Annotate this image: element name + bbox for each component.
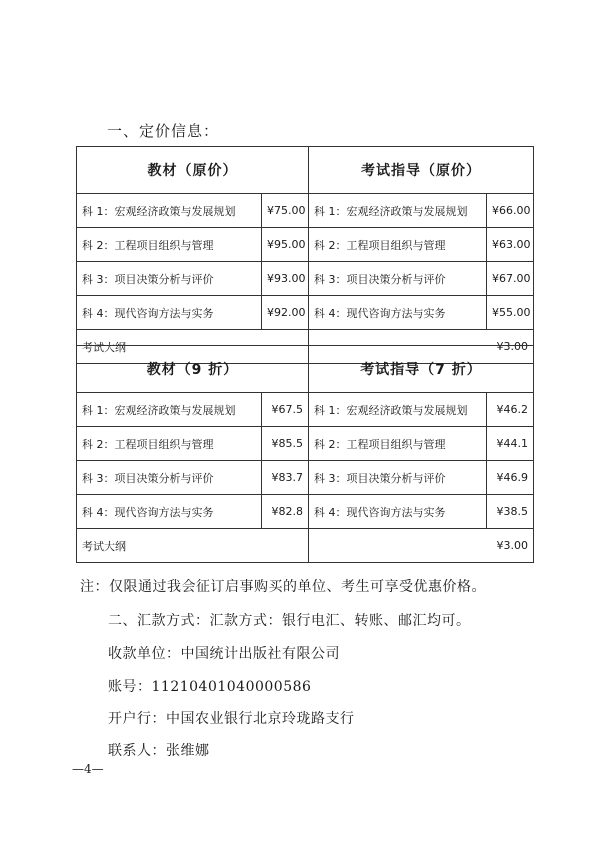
guide-name: 科 3：项目决策分析与评价 — [309, 262, 487, 296]
textbook-discount-header: 教材（9 折） — [77, 346, 309, 393]
guide-name: 科 4：现代咨询方法与实务 — [309, 495, 487, 529]
textbook-name: 科 1：宏观经济政策与发展规划 — [77, 393, 262, 427]
table-row — [77, 228, 534, 262]
outline-price: ¥3.00 — [309, 529, 534, 563]
textbook-name: 科 4：现代咨询方法与实务 — [77, 495, 262, 529]
textbook-price: ¥92.00 — [262, 296, 309, 330]
guide-price: ¥67.00 — [487, 262, 534, 296]
textbook-price: ¥83.7 — [262, 461, 309, 495]
guide-price: ¥46.9 — [487, 461, 534, 495]
guide-name: 科 2：工程项目组织与管理 — [309, 427, 487, 461]
guide-name: 科 3：项目决策分析与评价 — [309, 461, 487, 495]
textbook-original-header: 教材（原价） — [77, 147, 309, 194]
discount-price-table — [76, 345, 534, 563]
guide-name: 科 1：宏观经济政策与发展规划 — [309, 393, 487, 427]
textbook-name: 科 3：项目决策分析与评价 — [77, 262, 262, 296]
outline-label: 考试大纲 — [77, 330, 309, 364]
discount-note: 注：仅限通过我会征订启事购买的单位、考生可享受优惠价格。 — [80, 579, 486, 595]
textbook-price: ¥67.5 — [262, 393, 309, 427]
table-row — [77, 427, 534, 461]
page-number: —4— — [72, 762, 104, 776]
table-row — [77, 461, 534, 495]
remittance-method: 二、汇款方式：汇款方式：银行电汇、转账、邮汇均可。 — [108, 613, 471, 629]
textbook-name: 科 2：工程项目组织与管理 — [77, 427, 262, 461]
table-row — [77, 393, 534, 427]
outline-price: ¥3.00 — [309, 330, 534, 364]
bank-name: 开户行：中国农业银行北京玲珑路支行 — [108, 711, 355, 727]
table-row-outline — [77, 529, 534, 563]
table-row — [77, 296, 534, 330]
contact-person: 联系人：张维娜 — [108, 743, 210, 759]
textbook-name: 科 2：工程项目组织与管理 — [77, 228, 262, 262]
payee-name: 收款单位：中国统计出版社有限公司 — [108, 646, 340, 662]
guide-name: 科 1：宏观经济政策与发展规划 — [309, 194, 487, 228]
guide-price: ¥38.5 — [487, 495, 534, 529]
guide-price: ¥63.00 — [487, 228, 534, 262]
outline-label: 考试大纲 — [77, 529, 309, 563]
textbook-price: ¥82.8 — [262, 495, 309, 529]
table-row — [77, 194, 534, 228]
textbook-price: ¥85.5 — [262, 427, 309, 461]
account-number: 账号：11210401040000586 — [108, 679, 312, 695]
textbook-price: ¥75.00 — [262, 194, 309, 228]
guide-name: 科 2：工程项目组织与管理 — [309, 228, 487, 262]
guide-name: 科 4：现代咨询方法与实务 — [309, 296, 487, 330]
section-title-pricing: 一、定价信息： — [107, 122, 220, 140]
guide-discount-header: 考试指导（7 折） — [309, 346, 534, 393]
textbook-name: 科 4：现代咨询方法与实务 — [77, 296, 262, 330]
table-row — [77, 495, 534, 529]
textbook-price: ¥93.00 — [262, 262, 309, 296]
textbook-price: ¥95.00 — [262, 228, 309, 262]
guide-original-header: 考试指导（原价） — [309, 147, 534, 194]
guide-price: ¥66.00 — [487, 194, 534, 228]
textbook-name: 科 3：项目决策分析与评价 — [77, 461, 262, 495]
original-price-table — [76, 146, 534, 364]
guide-price: ¥44.1 — [487, 427, 534, 461]
textbook-name: 科 1：宏观经济政策与发展规划 — [77, 194, 262, 228]
guide-price: ¥55.00 — [487, 296, 534, 330]
guide-price: ¥46.2 — [487, 393, 534, 427]
table-row — [77, 262, 534, 296]
